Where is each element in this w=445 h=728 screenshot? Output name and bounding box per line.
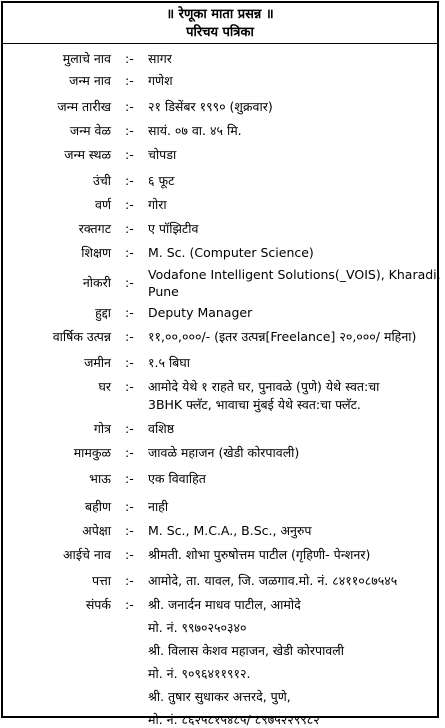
- detail-label: संपर्क: [85, 597, 111, 612]
- detail-label: गोत्र: [93, 421, 111, 436]
- detail-value: [148, 421, 438, 437]
- detail-separator: :-: [125, 329, 134, 344]
- detail-separator: :-: [125, 355, 134, 370]
- detail-label: पत्ता: [92, 573, 111, 588]
- detail-separator: :-: [125, 379, 134, 394]
- detail-label: जन्म तारीख: [57, 99, 111, 114]
- detail-value-line: वशिष्ठ: [148, 421, 175, 436]
- detail-value-line: 3BHK फ्लॅट, भावाचा मुंबई येथे स्वत:चा फ्लॅट.: [148, 397, 361, 412]
- header-divider: [3, 43, 437, 44]
- detail-value-line: श्री. तुषार सुधाकर अत्तरदे, पुणे,: [148, 689, 291, 704]
- biodata-sheet: [1, 1, 441, 727]
- detail-separator: :-: [125, 547, 134, 562]
- detail-value-line: Vodafone Intelligent Solutions(_VOIS), Kharadi,: [148, 267, 441, 282]
- detail-value-line: श्री. जनार्दन माधव पाटील, आमोदे: [148, 597, 301, 612]
- detail-value: [148, 245, 438, 261]
- detail-value: [148, 471, 438, 487]
- detail-label: जमीन: [84, 355, 111, 370]
- detail-label: रक्तगट: [78, 221, 111, 236]
- detail-value-line: गोरा: [148, 197, 167, 212]
- detail-value-line: जावळे महाजन (खेडी कोरपावली): [148, 445, 300, 460]
- detail-label: जन्म स्थळ: [64, 147, 111, 162]
- detail-value-line: गणेश: [148, 73, 173, 88]
- detail-value-line: चोपडा: [148, 147, 177, 162]
- detail-separator: :-: [125, 147, 134, 162]
- detail-value-line: मो. नं. ८६२५८१५४८५/ ८९७५२२९९८२: [148, 712, 320, 727]
- detail-value: [148, 73, 438, 89]
- detail-label: उंची: [92, 173, 111, 188]
- detail-label: जन्म नाव: [69, 73, 111, 88]
- detail-label: जन्म वेळ: [69, 123, 111, 138]
- detail-separator: :-: [125, 275, 134, 290]
- detail-label: अपेक्षा: [82, 523, 111, 538]
- detail-label: मुलाचे नाव: [62, 51, 111, 66]
- detail-separator: :-: [125, 51, 134, 66]
- detail-separator: :-: [125, 197, 134, 212]
- page-subtitle: परिचय पत्रिका: [186, 25, 254, 40]
- detail-value-line: सागर: [148, 51, 172, 66]
- detail-separator: :-: [125, 245, 134, 260]
- detail-value: [148, 573, 438, 589]
- detail-separator: :-: [125, 471, 134, 486]
- detail-separator: :-: [125, 597, 134, 612]
- detail-value-line: २१ डिसेंबर १९९० (शुक्रवार): [148, 99, 273, 114]
- detail-value: [148, 329, 438, 345]
- detail-value: [148, 305, 438, 321]
- detail-label: नोकरी: [82, 275, 111, 290]
- detail-separator: :-: [125, 73, 134, 88]
- detail-value: [148, 445, 438, 461]
- detail-separator: :-: [125, 499, 134, 514]
- page-title: ॥ रेणूका माता प्रसन्न ॥: [166, 7, 274, 22]
- detail-value: [148, 99, 438, 115]
- detail-value-line: ए पॉझिटीव: [148, 221, 199, 236]
- detail-separator: :-: [125, 173, 134, 188]
- detail-value-line: श्री. विलास केशव महाजन, खेडी कोरपावली: [148, 643, 344, 658]
- detail-value: [148, 51, 438, 67]
- detail-label: बहीण: [84, 499, 111, 514]
- detail-value: [148, 221, 438, 237]
- detail-value-line: एक विवाहित: [148, 471, 206, 486]
- detail-value: [148, 197, 438, 213]
- detail-value-line: नाही: [148, 499, 169, 514]
- detail-value-line: आमोदे, ता. यावल, जि. जळगाव.मो. नं. ८४११०८७५४५: [148, 573, 398, 588]
- detail-value-line: मो. नं. ९०९६४११९१२.: [148, 666, 251, 681]
- detail-value: [148, 173, 438, 189]
- detail-value-line: मो. नं. ९९७०२५०३४०: [148, 620, 247, 635]
- detail-label: शिक्षण: [81, 245, 111, 260]
- detail-label: भाऊ: [89, 471, 111, 486]
- detail-value-line: Deputy Manager: [148, 305, 253, 320]
- detail-value-line: M. Sc. (Computer Science): [148, 245, 314, 260]
- detail-label: घर: [98, 379, 111, 394]
- detail-value-line: आमोदे येथे १ राहते घर, पुनावळे (पुणे) येथे स्वत:चा: [148, 379, 380, 394]
- detail-value: [148, 523, 438, 539]
- detail-label: आईचे नाव: [63, 547, 111, 562]
- detail-label: मामकुळ: [73, 445, 111, 460]
- detail-separator: :-: [125, 445, 134, 460]
- detail-separator: :-: [125, 523, 134, 538]
- detail-value: [148, 355, 438, 371]
- detail-separator: :-: [125, 573, 134, 588]
- detail-separator: :-: [125, 99, 134, 114]
- detail-value-line: सायं. ०७ वा. ४५ मि.: [148, 123, 242, 138]
- detail-value-line: ११,००,०००/- (इतर उत्पन्न[Freelance] २०,०००/ महिना): [148, 329, 417, 344]
- detail-value-line: Pune: [148, 284, 179, 299]
- detail-separator: :-: [125, 305, 134, 320]
- detail-separator: :-: [125, 123, 134, 138]
- detail-value: [148, 547, 438, 563]
- detail-label: वार्षिक उत्पन्न: [52, 329, 111, 344]
- detail-separator: :-: [125, 221, 134, 236]
- detail-value-line: १.५ बिघा: [148, 355, 190, 370]
- detail-value: [148, 123, 438, 139]
- detail-separator: :-: [125, 421, 134, 436]
- detail-value-line: M. Sc., M.C.A., B.Sc., अनुरुप: [148, 523, 312, 538]
- detail-value-line: श्रीमती. शोभा पुरुषोत्तम पाटील (गृहिणी- पेन्शनर): [148, 547, 371, 562]
- detail-value: [148, 147, 438, 163]
- detail-label: हुद्दा: [95, 305, 111, 320]
- detail-value-line: ६ फूट: [148, 173, 175, 188]
- detail-label: वर्ण: [95, 197, 111, 212]
- detail-value: [148, 499, 438, 515]
